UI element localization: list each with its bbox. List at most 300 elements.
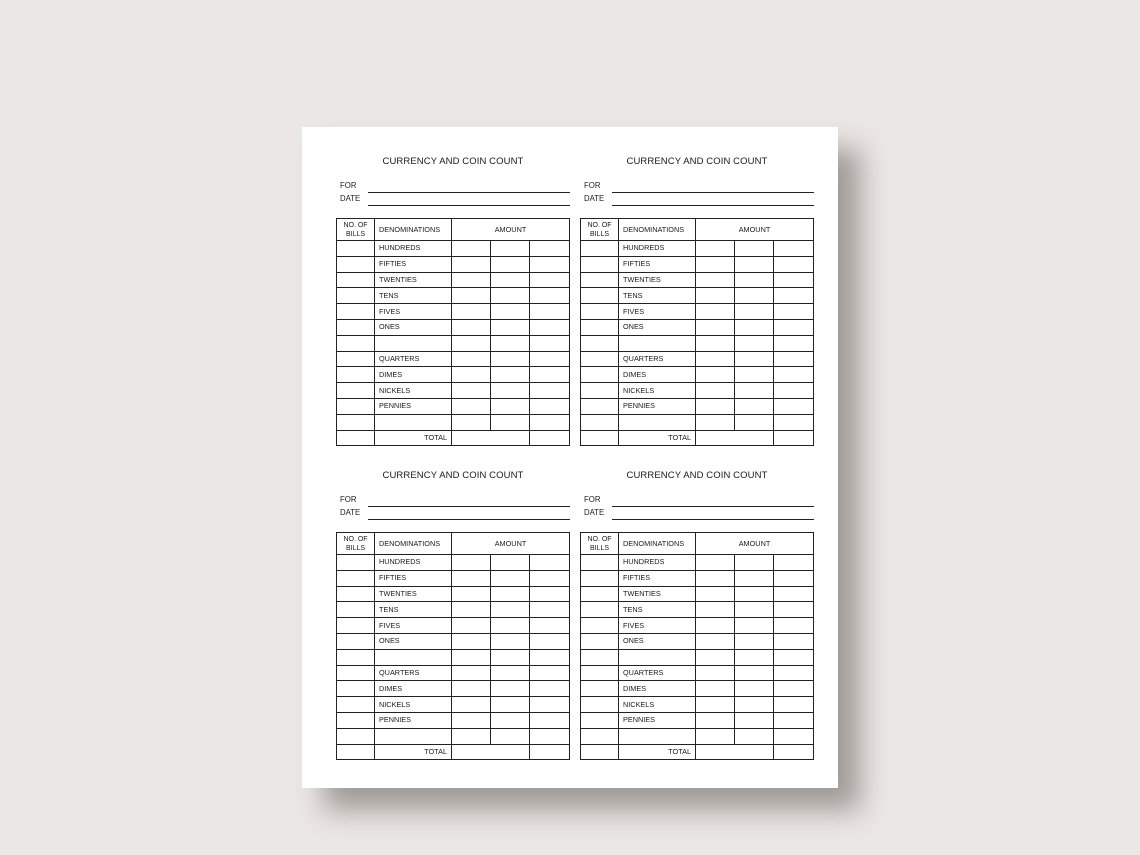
amount-cell[interactable] bbox=[735, 665, 774, 681]
bills-count-cell[interactable] bbox=[337, 304, 375, 320]
table-row bbox=[337, 570, 570, 586]
count-table bbox=[580, 218, 814, 446]
form-title: CURRENCY AND COIN COUNT bbox=[382, 470, 524, 481]
amount-cell[interactable] bbox=[452, 681, 491, 697]
amount-cell[interactable] bbox=[774, 367, 814, 383]
denomination-cell: FIFTIES bbox=[375, 570, 452, 586]
amount-cell[interactable] bbox=[696, 304, 735, 320]
header-bills-line2: BILLS bbox=[345, 230, 366, 238]
amount-cell[interactable] bbox=[491, 288, 530, 304]
denomination-cell: TENS bbox=[375, 288, 452, 304]
amount-cell[interactable] bbox=[774, 555, 814, 571]
bills-count-cell[interactable] bbox=[581, 555, 619, 571]
amount-cell[interactable] bbox=[696, 272, 735, 288]
table-row bbox=[581, 241, 814, 257]
amount-cell[interactable] bbox=[491, 586, 530, 602]
amount-cell[interactable] bbox=[452, 367, 491, 383]
bills-count-cell[interactable] bbox=[581, 570, 619, 586]
amount-cell[interactable] bbox=[452, 649, 491, 665]
amount-cell[interactable] bbox=[491, 728, 530, 744]
header-bills-line1: NO. OF bbox=[343, 535, 368, 543]
amount-cell[interactable] bbox=[696, 618, 735, 634]
amount-cell[interactable] bbox=[452, 728, 491, 744]
header-no-of-bills bbox=[581, 533, 619, 555]
amount-cell[interactable] bbox=[530, 728, 570, 744]
for-field[interactable] bbox=[612, 506, 814, 507]
amount-cell[interactable] bbox=[774, 681, 814, 697]
denomination-cell: ONES bbox=[619, 633, 696, 649]
bills-count-cell[interactable] bbox=[581, 586, 619, 602]
amount-cell[interactable] bbox=[774, 335, 814, 351]
amount-cell[interactable] bbox=[735, 367, 774, 383]
table-row bbox=[337, 697, 570, 713]
bills-count-cell[interactable] bbox=[337, 319, 375, 335]
amount-cell[interactable] bbox=[530, 414, 570, 430]
bills-count-cell[interactable] bbox=[581, 351, 619, 367]
amount-cell[interactable] bbox=[735, 555, 774, 571]
for-field[interactable] bbox=[612, 192, 814, 193]
bills-total-cell[interactable] bbox=[581, 744, 619, 760]
table-row bbox=[581, 272, 814, 288]
amount-cell[interactable] bbox=[774, 351, 814, 367]
amount-cell[interactable] bbox=[452, 319, 491, 335]
total-amount-cell[interactable] bbox=[452, 430, 530, 446]
amount-cell[interactable] bbox=[696, 665, 735, 681]
bills-count-cell[interactable] bbox=[581, 256, 619, 272]
amount-cell[interactable] bbox=[696, 398, 735, 414]
date-field[interactable] bbox=[612, 519, 814, 520]
bills-count-cell[interactable] bbox=[581, 335, 619, 351]
count-table bbox=[580, 532, 814, 760]
denomination-cell: FIFTIES bbox=[619, 570, 696, 586]
amount-cell[interactable] bbox=[735, 728, 774, 744]
amount-cell[interactable] bbox=[735, 649, 774, 665]
amount-cell[interactable] bbox=[491, 272, 530, 288]
denomination-cell: NICKELS bbox=[619, 697, 696, 713]
bills-count-cell[interactable] bbox=[581, 728, 619, 744]
table-row bbox=[337, 383, 570, 399]
amount-cell[interactable] bbox=[530, 241, 570, 257]
amount-cell[interactable] bbox=[735, 304, 774, 320]
table-row bbox=[581, 304, 814, 320]
date-label: DATE bbox=[340, 508, 361, 517]
bills-count-cell[interactable] bbox=[581, 398, 619, 414]
amount-cell[interactable] bbox=[452, 633, 491, 649]
amount-cell[interactable] bbox=[774, 256, 814, 272]
amount-cell[interactable] bbox=[530, 288, 570, 304]
bills-count-cell[interactable] bbox=[337, 414, 375, 430]
amount-cell[interactable] bbox=[530, 697, 570, 713]
amount-cell[interactable] bbox=[696, 728, 735, 744]
amount-cell[interactable] bbox=[452, 335, 491, 351]
amount-cell[interactable] bbox=[735, 272, 774, 288]
amount-cell[interactable] bbox=[530, 618, 570, 634]
amount-cell[interactable] bbox=[735, 335, 774, 351]
bills-total-cell[interactable] bbox=[581, 430, 619, 446]
bills-count-cell[interactable] bbox=[337, 555, 375, 571]
amount-cell[interactable] bbox=[452, 398, 491, 414]
amount-cell[interactable] bbox=[696, 288, 735, 304]
table-row bbox=[337, 665, 570, 681]
header-bills-line1: NO. OF bbox=[587, 535, 612, 543]
amount-cell[interactable] bbox=[530, 712, 570, 728]
table-row bbox=[337, 241, 570, 257]
amount-cell[interactable] bbox=[735, 697, 774, 713]
amount-cell[interactable] bbox=[530, 398, 570, 414]
amount-cell[interactable] bbox=[491, 351, 530, 367]
amount-cell[interactable] bbox=[491, 319, 530, 335]
bills-count-cell[interactable] bbox=[581, 383, 619, 399]
amount-cell[interactable] bbox=[491, 665, 530, 681]
date-label: DATE bbox=[340, 194, 361, 203]
header-amount: AMOUNT bbox=[696, 219, 814, 241]
denomination-cell: FIVES bbox=[375, 618, 452, 634]
bills-count-cell[interactable] bbox=[581, 367, 619, 383]
denomination-cell: TENS bbox=[619, 602, 696, 618]
table-row bbox=[337, 335, 570, 351]
bills-count-cell[interactable] bbox=[337, 681, 375, 697]
amount-cell[interactable] bbox=[774, 319, 814, 335]
bills-count-cell[interactable] bbox=[337, 649, 375, 665]
denomination-cell: PENNIES bbox=[375, 398, 452, 414]
amount-cell[interactable] bbox=[735, 351, 774, 367]
bills-count-cell[interactable] bbox=[581, 649, 619, 665]
bills-count-cell[interactable] bbox=[337, 288, 375, 304]
amount-cell[interactable] bbox=[530, 633, 570, 649]
amount-cell[interactable] bbox=[696, 351, 735, 367]
total-extra-cell[interactable] bbox=[774, 744, 814, 760]
bills-count-cell[interactable] bbox=[337, 335, 375, 351]
amount-cell[interactable] bbox=[696, 712, 735, 728]
amount-cell[interactable] bbox=[452, 618, 491, 634]
amount-cell[interactable] bbox=[452, 665, 491, 681]
denomination-cell: DIMES bbox=[619, 367, 696, 383]
total-row bbox=[337, 430, 570, 446]
amount-cell[interactable] bbox=[774, 728, 814, 744]
bills-count-cell[interactable] bbox=[581, 712, 619, 728]
amount-cell[interactable] bbox=[530, 665, 570, 681]
amount-cell[interactable] bbox=[530, 335, 570, 351]
bills-count-cell[interactable] bbox=[581, 288, 619, 304]
table-row bbox=[337, 712, 570, 728]
total-amount-cell[interactable] bbox=[696, 744, 774, 760]
amount-cell[interactable] bbox=[696, 697, 735, 713]
amount-cell[interactable] bbox=[696, 586, 735, 602]
total-label: TOTAL bbox=[375, 744, 452, 760]
amount-cell[interactable] bbox=[735, 414, 774, 430]
table-row bbox=[337, 256, 570, 272]
denomination-cell: DIMES bbox=[619, 681, 696, 697]
amount-cell[interactable] bbox=[491, 649, 530, 665]
bills-count-cell[interactable] bbox=[337, 570, 375, 586]
denomination-cell bbox=[375, 649, 452, 665]
bills-count-cell[interactable] bbox=[337, 272, 375, 288]
bills-count-cell[interactable] bbox=[337, 602, 375, 618]
amount-cell[interactable] bbox=[452, 256, 491, 272]
amount-cell[interactable] bbox=[491, 414, 530, 430]
amount-cell[interactable] bbox=[491, 241, 530, 257]
amount-cell[interactable] bbox=[452, 288, 491, 304]
bills-count-cell[interactable] bbox=[581, 681, 619, 697]
total-extra-cell[interactable] bbox=[530, 430, 570, 446]
for-field[interactable] bbox=[368, 192, 570, 193]
table-row bbox=[581, 665, 814, 681]
denomination-cell: TENS bbox=[375, 602, 452, 618]
count-form bbox=[580, 469, 814, 759]
bills-count-cell[interactable] bbox=[581, 241, 619, 257]
denomination-cell bbox=[375, 728, 452, 744]
amount-cell[interactable] bbox=[774, 383, 814, 399]
amount-cell[interactable] bbox=[774, 414, 814, 430]
total-extra-cell[interactable] bbox=[774, 430, 814, 446]
amount-cell[interactable] bbox=[530, 602, 570, 618]
denomination-cell: TWENTIES bbox=[375, 586, 452, 602]
table-row bbox=[581, 728, 814, 744]
amount-cell[interactable] bbox=[452, 272, 491, 288]
amount-cell[interactable] bbox=[452, 351, 491, 367]
bills-count-cell[interactable] bbox=[337, 256, 375, 272]
amount-cell[interactable] bbox=[491, 618, 530, 634]
date-field[interactable] bbox=[368, 205, 570, 206]
amount-cell[interactable] bbox=[530, 351, 570, 367]
table-row bbox=[337, 618, 570, 634]
bills-count-cell[interactable] bbox=[337, 665, 375, 681]
total-label: TOTAL bbox=[619, 744, 696, 760]
amount-cell[interactable] bbox=[735, 602, 774, 618]
table-row bbox=[337, 681, 570, 697]
amount-cell[interactable] bbox=[735, 586, 774, 602]
table-row bbox=[337, 649, 570, 665]
amount-cell[interactable] bbox=[491, 335, 530, 351]
table-row bbox=[337, 633, 570, 649]
bills-count-cell[interactable] bbox=[337, 712, 375, 728]
amount-cell[interactable] bbox=[452, 304, 491, 320]
amount-cell[interactable] bbox=[491, 256, 530, 272]
amount-cell[interactable] bbox=[530, 304, 570, 320]
amount-cell[interactable] bbox=[491, 697, 530, 713]
amount-cell[interactable] bbox=[491, 602, 530, 618]
amount-cell[interactable] bbox=[774, 665, 814, 681]
amount-cell[interactable] bbox=[491, 712, 530, 728]
amount-cell[interactable] bbox=[735, 570, 774, 586]
total-row bbox=[337, 744, 570, 760]
amount-cell[interactable] bbox=[491, 304, 530, 320]
amount-cell[interactable] bbox=[774, 633, 814, 649]
bills-count-cell[interactable] bbox=[337, 351, 375, 367]
amount-cell[interactable] bbox=[491, 570, 530, 586]
for-label: FOR bbox=[584, 495, 601, 504]
amount-cell[interactable] bbox=[735, 256, 774, 272]
bills-count-cell[interactable] bbox=[581, 665, 619, 681]
amount-cell[interactable] bbox=[774, 712, 814, 728]
bills-count-cell[interactable] bbox=[581, 272, 619, 288]
amount-cell[interactable] bbox=[735, 398, 774, 414]
amount-cell[interactable] bbox=[774, 586, 814, 602]
amount-cell[interactable] bbox=[774, 398, 814, 414]
amount-cell[interactable] bbox=[696, 256, 735, 272]
amount-cell[interactable] bbox=[735, 383, 774, 399]
denomination-cell: ONES bbox=[619, 319, 696, 335]
bills-count-cell[interactable] bbox=[581, 618, 619, 634]
header-amount: AMOUNT bbox=[696, 533, 814, 555]
printable-sheet bbox=[302, 127, 838, 788]
header-bills-line2: BILLS bbox=[589, 230, 610, 238]
table-row bbox=[581, 335, 814, 351]
amount-cell[interactable] bbox=[774, 618, 814, 634]
denomination-cell: NICKELS bbox=[375, 383, 452, 399]
amount-cell[interactable] bbox=[735, 288, 774, 304]
amount-cell[interactable] bbox=[696, 681, 735, 697]
for-label: FOR bbox=[584, 181, 601, 190]
bills-count-cell[interactable] bbox=[581, 633, 619, 649]
amount-cell[interactable] bbox=[530, 272, 570, 288]
bills-count-cell[interactable] bbox=[337, 586, 375, 602]
amount-cell[interactable] bbox=[452, 383, 491, 399]
amount-cell[interactable] bbox=[530, 681, 570, 697]
total-amount-cell[interactable] bbox=[696, 430, 774, 446]
table-row bbox=[337, 272, 570, 288]
amount-cell[interactable] bbox=[774, 602, 814, 618]
bills-count-cell[interactable] bbox=[337, 383, 375, 399]
form-title: CURRENCY AND COIN COUNT bbox=[626, 470, 768, 481]
bills-count-cell[interactable] bbox=[581, 304, 619, 320]
table-header-row bbox=[581, 219, 814, 241]
date-field[interactable] bbox=[612, 205, 814, 206]
denomination-cell: FIFTIES bbox=[619, 256, 696, 272]
denomination-cell bbox=[619, 335, 696, 351]
bills-total-cell[interactable] bbox=[337, 430, 375, 446]
amount-cell[interactable] bbox=[491, 383, 530, 399]
total-extra-cell[interactable] bbox=[530, 744, 570, 760]
amount-cell[interactable] bbox=[774, 697, 814, 713]
bills-count-cell[interactable] bbox=[581, 319, 619, 335]
header-no-of-bills bbox=[337, 219, 375, 241]
denomination-cell: HUNDREDS bbox=[619, 241, 696, 257]
amount-cell[interactable] bbox=[452, 697, 491, 713]
amount-cell[interactable] bbox=[452, 602, 491, 618]
header-no-of-bills bbox=[581, 219, 619, 241]
bills-count-cell[interactable] bbox=[337, 697, 375, 713]
amount-cell[interactable] bbox=[452, 414, 491, 430]
denomination-cell: DIMES bbox=[375, 681, 452, 697]
amount-cell[interactable] bbox=[696, 383, 735, 399]
table-header-row bbox=[337, 219, 570, 241]
amount-cell[interactable] bbox=[530, 367, 570, 383]
amount-cell[interactable] bbox=[491, 367, 530, 383]
amount-cell[interactable] bbox=[530, 570, 570, 586]
form-title: CURRENCY AND COIN COUNT bbox=[626, 156, 768, 167]
amount-cell[interactable] bbox=[735, 618, 774, 634]
bills-count-cell[interactable] bbox=[337, 398, 375, 414]
table-row bbox=[337, 319, 570, 335]
count-form bbox=[336, 469, 570, 759]
table-row bbox=[581, 586, 814, 602]
denomination-cell: FIVES bbox=[619, 618, 696, 634]
amount-cell[interactable] bbox=[774, 649, 814, 665]
header-bills-line2: BILLS bbox=[345, 544, 366, 552]
amount-cell[interactable] bbox=[696, 319, 735, 335]
amount-cell[interactable] bbox=[530, 649, 570, 665]
bills-count-cell[interactable] bbox=[581, 602, 619, 618]
table-row bbox=[581, 712, 814, 728]
bills-count-cell[interactable] bbox=[581, 414, 619, 430]
table-row bbox=[581, 555, 814, 571]
for-field[interactable] bbox=[368, 506, 570, 507]
bills-count-cell[interactable] bbox=[337, 728, 375, 744]
amount-cell[interactable] bbox=[774, 288, 814, 304]
denomination-cell: TENS bbox=[619, 288, 696, 304]
amount-cell[interactable] bbox=[774, 272, 814, 288]
amount-cell[interactable] bbox=[735, 241, 774, 257]
amount-cell[interactable] bbox=[735, 712, 774, 728]
header-amount: AMOUNT bbox=[452, 219, 570, 241]
table-row bbox=[337, 367, 570, 383]
amount-cell[interactable] bbox=[530, 586, 570, 602]
amount-cell[interactable] bbox=[696, 414, 735, 430]
bills-count-cell[interactable] bbox=[337, 633, 375, 649]
amount-cell[interactable] bbox=[696, 602, 735, 618]
amount-cell[interactable] bbox=[452, 570, 491, 586]
total-amount-cell[interactable] bbox=[452, 744, 530, 760]
amount-cell[interactable] bbox=[696, 570, 735, 586]
header-denominations: DENOMINATIONS bbox=[375, 533, 452, 555]
amount-cell[interactable] bbox=[530, 555, 570, 571]
amount-cell[interactable] bbox=[530, 319, 570, 335]
bills-total-cell[interactable] bbox=[337, 744, 375, 760]
table-row bbox=[337, 555, 570, 571]
table-row bbox=[581, 288, 814, 304]
bills-count-cell[interactable] bbox=[337, 241, 375, 257]
amount-cell[interactable] bbox=[696, 633, 735, 649]
denomination-cell: QUARTERS bbox=[619, 665, 696, 681]
denomination-cell: TWENTIES bbox=[619, 272, 696, 288]
bills-count-cell[interactable] bbox=[581, 697, 619, 713]
amount-cell[interactable] bbox=[491, 633, 530, 649]
date-field[interactable] bbox=[368, 519, 570, 520]
amount-cell[interactable] bbox=[735, 681, 774, 697]
amount-cell[interactable] bbox=[735, 319, 774, 335]
amount-cell[interactable] bbox=[696, 649, 735, 665]
amount-cell[interactable] bbox=[452, 586, 491, 602]
amount-cell[interactable] bbox=[774, 570, 814, 586]
amount-cell[interactable] bbox=[696, 335, 735, 351]
amount-cell[interactable] bbox=[530, 383, 570, 399]
amount-cell[interactable] bbox=[491, 555, 530, 571]
amount-cell[interactable] bbox=[452, 555, 491, 571]
header-bills-line1: NO. OF bbox=[343, 221, 368, 229]
amount-cell[interactable] bbox=[735, 633, 774, 649]
amount-cell[interactable] bbox=[491, 681, 530, 697]
amount-cell[interactable] bbox=[491, 398, 530, 414]
amount-cell[interactable] bbox=[696, 241, 735, 257]
table-row bbox=[337, 414, 570, 430]
amount-cell[interactable] bbox=[774, 241, 814, 257]
amount-cell[interactable] bbox=[452, 712, 491, 728]
amount-cell[interactable] bbox=[696, 555, 735, 571]
table-header-row bbox=[581, 533, 814, 555]
amount-cell[interactable] bbox=[530, 256, 570, 272]
bills-count-cell[interactable] bbox=[337, 367, 375, 383]
table-row bbox=[581, 256, 814, 272]
denomination-cell: QUARTERS bbox=[375, 351, 452, 367]
amount-cell[interactable] bbox=[696, 367, 735, 383]
denomination-cell: NICKELS bbox=[619, 383, 696, 399]
date-label: DATE bbox=[584, 194, 605, 203]
bills-count-cell[interactable] bbox=[337, 618, 375, 634]
amount-cell[interactable] bbox=[774, 304, 814, 320]
amount-cell[interactable] bbox=[452, 241, 491, 257]
table-row bbox=[581, 367, 814, 383]
